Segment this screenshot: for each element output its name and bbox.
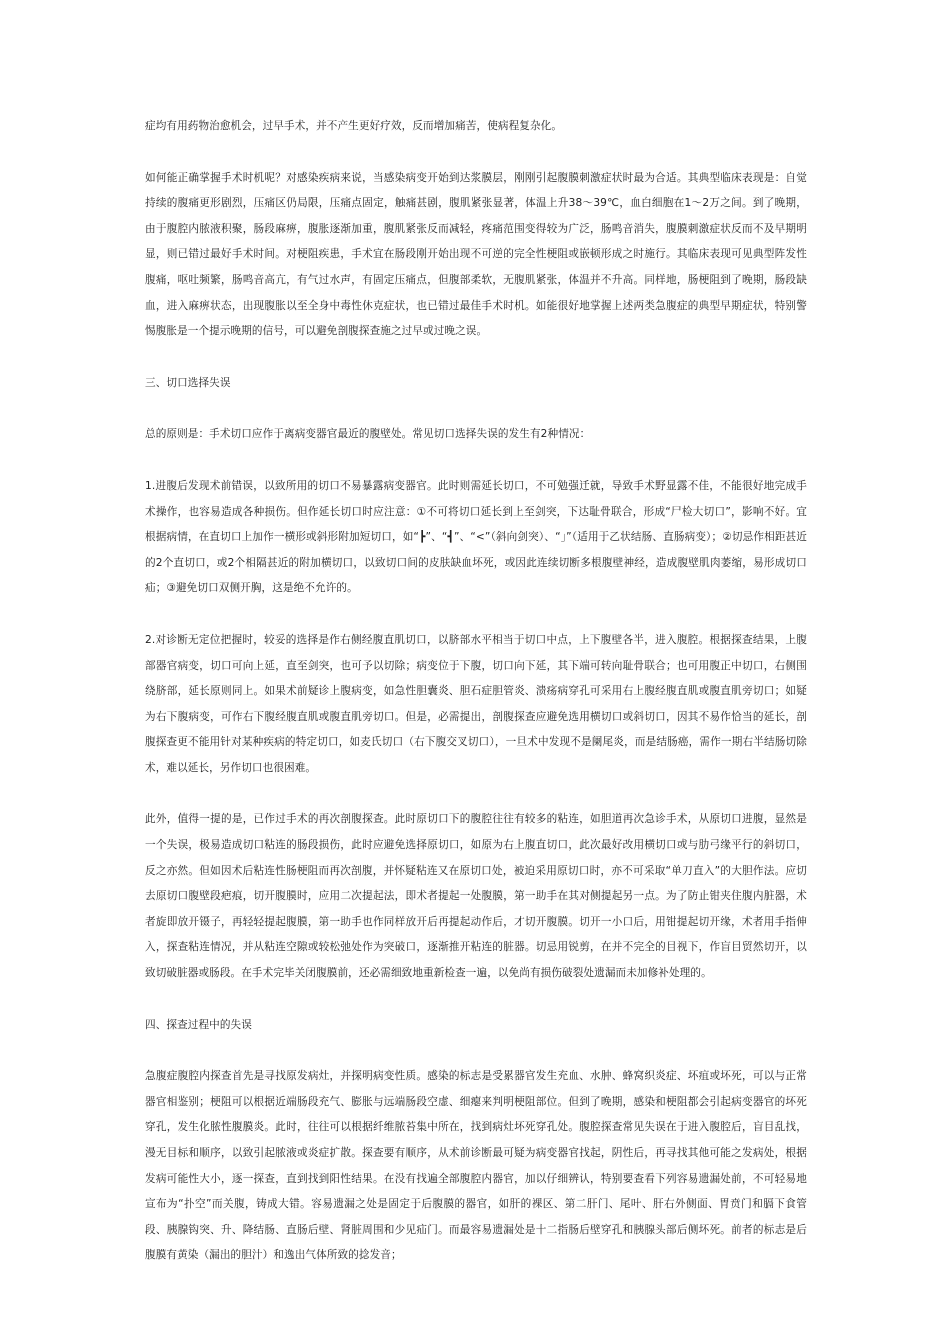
paragraph-gap bbox=[145, 448, 807, 474]
paragraph-gap bbox=[145, 781, 807, 807]
paragraph-exploration: 急腹症腹腔内探查首先是寻找原发病灶，并探明病变性质。感染的标志是受累器官发生充血、水肿、蜂窝织炎症、坏疽或坏死，可以与正常器官相鉴别；梗阻可以根据近端肠段充气、膨胀与远端肠段空虚、细瘪来判明梗阻部位。但到了晚期，感染和梗阻都会引起病变器官的坏死穿孔，发生化脓性腹膜炎。此时，往往可以根据纤维脓苔集中所在，找到病灶坏死穿孔处。腹腔探查常见失误在于进入腹腔后，盲目乱找，漫无目标和顺序，以致引起脓液或炎症扩散。探查要有顺序，从术前诊断最可疑为病变器官找起，阴性后，再寻找其他可能之发病处，根据发病可能性大小，逐一探查，直到找到阳性结果。在没有找遍全部腹腔内器官，加以仔细辨认，特别要查看下列容易遗漏处前，不可轻易地宣布为“扑空”而关腹，铸成大错。容易遗漏之处是固定于后腹膜的器官，如肝的裸区、第二肝门、尾叶、肝右外侧面、胃贲门和膈下食管段、胰腺钩突、升、降结肠、直肠后壁、肾脏周围和少见疝门。而最容易遗漏处是十二指肠后壁穿孔和胰腺头部后侧坏死。前者的标志是后腹膜有黄染（漏出的胆汁）和逸出气体所致的捻发音； bbox=[145, 1070, 807, 1262]
paragraph-reoperation: 此外，值得一提的是，已作过手术的再次剖腹探查。此时原切口下的腹腔往往有较多的粘连，如胆道再次急诊手术，从原切口进腹，显然是一个失误，极易造成切口粘连的肠段损伤，此时应避免选择原切口，如原为右上腹直切口，此次最好改用横切口或与肋弓缘平行的斜切口，反之亦然。但如因术后粘连性肠梗阻而再次剖腹，并怀疑粘连又在原切口处，被迫采用原切口时，亦不可采取“单刀直入”的大胆作法。应切去原切口腹壁段疤痕，切开腹膜时，应用二次提起法，即术者提起一处腹膜，第一助手在其对侧提起另一点。为了防止钳夹住腹内脏器，术者旋即放开镊子，再轻轻提起腹膜，第一助手也作同样放开后再提起动作后，才切开腹膜。切开一小口后，用钳提起切开缘，术者用手指伸入，探查粘连情况，并从粘连空隙或较松弛处作为突破口，逐渐推开粘连的脏器。切忌用锐剪，在并不完全的目视下，作盲目贸然切开，以致切破脏器或肠段。在手术完毕关闭腹膜前，还必需细致地重新检查一遍，以免尚有损伤破裂处遗漏而未加修补处理的。 bbox=[145, 813, 807, 980]
section-heading-incision-errors: 三、切口选择失误 bbox=[145, 376, 231, 389]
paragraph-incision-principle: 总的原则是：手术切口应作于离病变器官最近的腹壁处。常见切口选择失误的发生有2种情况： bbox=[145, 428, 591, 441]
paragraph-gap bbox=[145, 1038, 807, 1064]
paragraph-gap bbox=[145, 987, 807, 1013]
section-heading-exploration-errors: 四、探查过程中的失误 bbox=[145, 1018, 252, 1031]
paragraph-surgery-timing: 如何能正确掌握手术时机呢？对感染疾病来说，当感染病变开始到达浆膜层，刚刚引起腹膜刺激症状时最为合适。其典型临床表现是：自觉持续的腹痛更形剧烈，压痛区仍局限，压痛点固定，触痛甚剧，腹肌紧张显著，体温上升38～39℃，血白细胞在1～2万之间。到了晚期，由于腹腔内脓液积聚，肠段麻痹，腹胀逐渐加重，腹肌紧张反而减轻，疼痛范围变得较为广泛，肠鸣音消失，腹膜刺激症状反而不及早期明显，则已错过最好手术时间。对梗阻疾患，手术宜在肠段刚开始出现不可逆的完全性梗阻或嵌顿形成之时施行。其临床表现可见典型阵发性腹痛，呕吐频繁，肠鸣音高亢，有气过水声，有固定压痛点，但腹部柔软，无腹肌紧张，体温并不升高。同样地，肠梗阻到了晚期，肠段缺血，进入麻痹状态，出现腹胀以至全身中毒性休克症状，也已错过最佳手术时机。如能很好地掌握上述两类急腹症的典型早期症状，特别警惕腹胀是一个提示晚期的信号，可以避免剖腹探查施之过早或过晚之误。 bbox=[145, 171, 807, 338]
paragraph-intro-tail: 症均有用药物治愈机会，过早手术，并不产生更好疗效，反而增加痛苦，使病程复杂化。 bbox=[145, 120, 563, 132]
document-page bbox=[145, 114, 807, 1269]
paragraph-gap bbox=[145, 345, 807, 371]
paragraph-incision-case-2: 2.对诊断无定位把握时，较妥的选择是作右侧经腹直肌切口，以脐部水平相当于切口中点，上下腹壁各半，进入腹腔。根据探查结果，上腹部器官病变，切口可向上延，直至剑突，也可予以切除；病变位于下腹，切口向下延，其下端可转向耻骨联合；也可用腹正中切口，右侧围绕脐部，延长原则同上。如果术前疑诊上腹病变，如急性胆囊炎、胆石症胆管炎、溃疡病穿孔可采用右上腹经腹直肌或腹直肌旁切口；如疑为右下腹病变，可作右下腹经腹直肌或腹直肌旁切口。但是，必需提出，剖腹探查应避免选用横切口或斜切口，因其不易作恰当的延长，剖腹探查更不能用针对某种疾病的特定切口，如麦氏切口（右下腹交叉切口），一旦术中发现不是阑尾炎，而是结肠癌，需作一期右半结肠切除术，难以延长，另作切口也很困难。 bbox=[145, 633, 807, 774]
paragraph-incision-case-1: 1.进腹后发现术前错误，以致所用的切口不易暴露病变器官。此时则需延长切口，不可勉强迁就，导致手术野显露不佳，不能很好地完成手术操作，也容易造成各种损伤。但作延长切口时应注意：①不可将切口延长到上至剑突，下达耻骨联合，形成“尸检大切口”，影响不好。宜根据病情，在直切口上加作一横形或斜形附加短切口，如“┣”、“┫”、“<”（斜向剑突）、“」”（适用于乙状结肠、直肠病变）；②切忌作相距甚近的2个直切口，或2个相隔甚近的附加横切口，以致切口间的皮肤缺血坏死，或因此连续切断多根腹壁神经，造成腹壁肌肉萎缩，易形成切口疝；③避免切口双侧开胸，这是绝不允许的。 bbox=[145, 479, 807, 595]
paragraph-gap bbox=[145, 140, 807, 166]
paragraph-gap bbox=[145, 602, 807, 628]
paragraph-gap bbox=[145, 396, 807, 422]
